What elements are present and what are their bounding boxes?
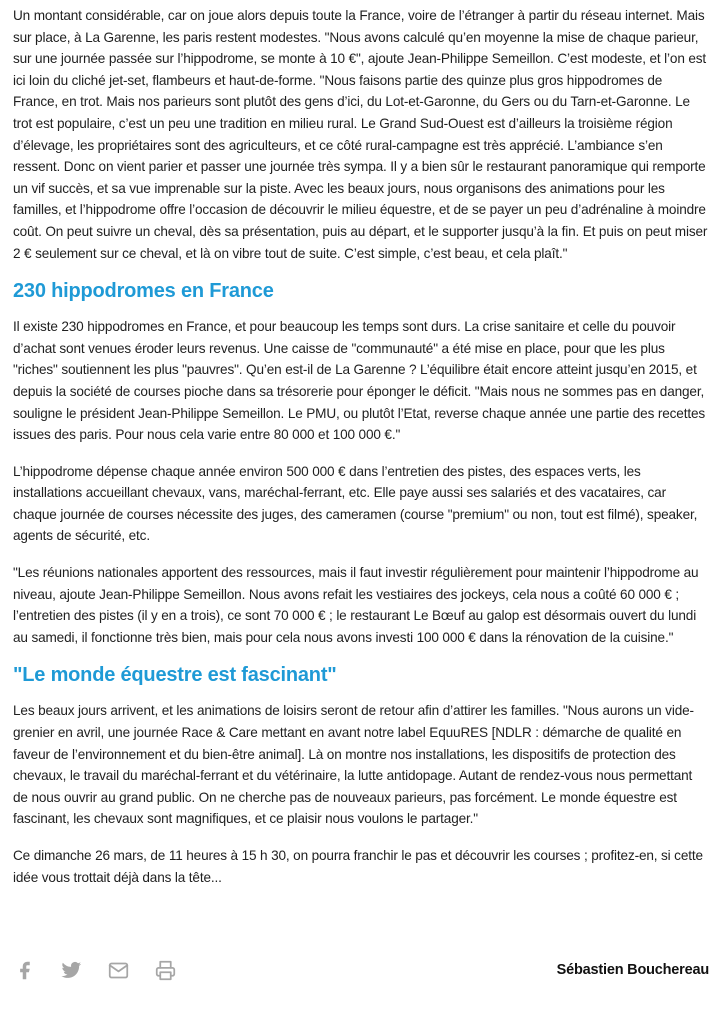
twitter-icon (61, 960, 82, 981)
share-facebook-button[interactable] (13, 959, 35, 981)
paragraph: "Les réunions nationales apportent des ressources, mais il faut investir régulièrement pour maintenir l’hippodrome au niveau, ajoute Jean-Philippe Semeillon. Nous avons refait les vestiaires des jockeys, cela nous a coûté 60 000 € ; l’entretien des pistes (il y en a trois), ce sont 70 000 € ; le restaurant Le Bœuf au galop est désormais ouvert du lundi au samedi, il fonctionne très bien, mais pour cela nous avons investi 100 000 € dans la rénovation de la cuisine." (13, 565, 699, 645)
section-heading-hippodromes: 230 hippodromes en France (13, 280, 274, 303)
email-icon (108, 960, 129, 981)
print-icon (155, 960, 176, 981)
share-twitter-button[interactable] (60, 959, 82, 981)
paragraph: Un montant considérable, car on joue alors depuis toute la France, voire de l’étranger à partir du réseau internet. Mais sur place, à La Garenne, les paris restent modestes. "Nous avons calculé qu’en moyenne la mise de chaque parieur, sur une journée passée sur l’hippodrome, se monte à 10 €", ajoute Jean-Philippe Semeillon. C’est modeste, et l’on est ici loin du cliché jet-set, flambeurs et haut-de-forme. "Nous faisons partie des quinze plus gros hippodromes de France, en trot. Mais nos parieurs sont plutôt des gens d’ici, du Lot-et-Garonne, du Gers ou du Tarn-et-Garonne. Le trot est populaire, c’est un peu une tradition en milieu rural. Le Grand Sud-Ouest est d’ailleurs la troisième région d’élevage, les propriétaires sont des agriculteurs, et ce côté rural-campagne est très apprécié. L’ambiance s’en ressent. Donc on vient parier et passer une journée très sympa. Il y a bien sûr le restaurant panoramique qui remporte un vif succès, et sa vue imprenable sur la piste. Avec les beaux jours, nous organisons des animations pour les familles, et l’hippodrome offre l’occasion de découvrir le milieu équestre, et de se payer un peu d’adrénaline à moindre coût. On peut suivre un cheval, dès sa présentation, puis au départ, et le supporter jusqu’à la fin. Et puis on peut miser 2 € seulement sur ce cheval, et là on vibre tout de suite. C’est simple, c’est beau, et cela plaît." (13, 8, 708, 261)
author-byline: Sébastien Bouchereau (556, 962, 709, 978)
share-print-button[interactable] (154, 959, 176, 981)
article-footer (13, 950, 709, 990)
paragraph: Il existe 230 hippodromes en France, et pour beaucoup les temps sont durs. La crise sanitaire et celle du pouvoir d’achat sont venues éroder leurs revenus. Une caisse de "communauté" a été mise en place, pour que les plus "riches" soutiennent les plus "pauvres". Qu’en est-il de La Garenne ? L’équilibre était encore atteint jusqu’en 2015, et depuis la société de courses pioche dans sa trésorerie pour éponger le déficit. "Mais nous ne sommes pas en danger, souligne le président Jean-Philippe Semeillon. Le PMU, ou plutôt l’Etat, reverse chaque année une partie des recettes issues des paris. Pour nous cela varie entre 80 000 et 100 000 €." (13, 319, 706, 443)
facebook-icon (14, 960, 35, 981)
paragraph: L’hippodrome dépense chaque année environ 500 000 € dans l’entretien des pistes, des espaces verts, les installations accueillant chevaux, vans, maréchal-ferrant, etc. Elle paye aussi ses salariés et des vacataires, car chaque journée de courses nécessite des juges, des cameramen (course "premium" ou non, tout est filmé), speaker, agents de sécurité, etc. (13, 463, 698, 544)
share-buttons (13, 959, 176, 981)
section-heading-monde-equestre: "Le monde équestre est fascinant" (13, 664, 337, 687)
share-email-button[interactable] (107, 959, 129, 981)
paragraph: Ce dimanche 26 mars, de 11 heures à 15 h 30, on pourra franchir le pas et découvrir les courses ; profitez-en, si cette idée vous trottait déjà dans la tête... (13, 848, 703, 885)
paragraph: Les beaux jours arrivent, et les animations de loisirs seront de retour afin d’attirer les familles. "Nous aurons un vide-grenier en avril, une journée Race & Care mettant en avant notre label EquuRES [NDLR : démarche de qualité en faveur de l’environnement et du bien-être animal]. Là on montre nos installations, les dispositifs de protection des chevaux, le travail du maréchal-ferrant et du vétérinaire, la lutte antidopage. Autant de rendez-vous nous permettant de nous ouvrir au grand public. On ne cherche pas de nouveaux parieurs, pas forcément. Le monde équestre est fascinant, les chevaux sont magnifiques, et ce plaisir nous voulons le partager." (13, 703, 694, 827)
